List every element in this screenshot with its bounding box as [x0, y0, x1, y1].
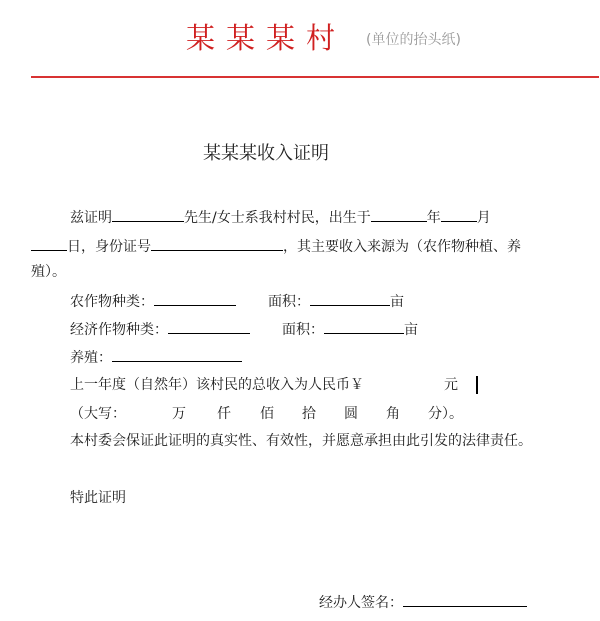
- breeding-row: [70, 345, 242, 367]
- capital-unit-qian: 仟: [217, 406, 231, 422]
- text-certify: 兹证明: [70, 210, 112, 226]
- breeding-blank: [112, 345, 242, 362]
- birth-year-blank: [371, 205, 427, 222]
- capital-unit-wan: 万: [172, 406, 186, 422]
- paragraph-line-2: [31, 234, 521, 256]
- birth-day-blank: [31, 234, 67, 251]
- letterhead-note: (单位的抬头纸): [366, 32, 461, 48]
- cash-crop-row: [70, 317, 418, 339]
- signature-blank: [403, 590, 527, 607]
- crop-area-blank: [310, 289, 390, 306]
- text-day-id: 日，身份证号: [67, 239, 151, 255]
- letterhead-divider: [31, 76, 599, 78]
- capital-unit-jiao: 角: [386, 406, 400, 422]
- signature-label: 经办人签名：: [319, 595, 403, 611]
- capital-unit-shi: 拾: [302, 406, 316, 422]
- crop-type-row: [70, 289, 404, 311]
- crop-type-label: 农作物种类：: [70, 294, 154, 310]
- income-row: [70, 374, 478, 396]
- text-year: 年: [426, 210, 441, 226]
- text-villager: 先生/女士系我村村民，出生于: [184, 210, 371, 226]
- cash-crop-blank: [168, 317, 250, 334]
- crop-area-unit: 亩: [390, 294, 404, 310]
- text-breeding-close: 殖）。: [31, 264, 66, 280]
- text-cursor: [476, 376, 478, 394]
- income-text: 上一年度（自然年）该村民的总收入为人民币￥: [70, 377, 364, 393]
- birth-month-blank: [441, 205, 477, 222]
- text-income-source: ，其主要收入来源为（农作物种植、养: [283, 239, 521, 255]
- capital-unit-yuan: 圆: [344, 406, 358, 422]
- cash-crop-label: 经济作物种类：: [70, 322, 168, 338]
- closing-text: 特此证明: [70, 490, 126, 506]
- capital-unit-fen: 分）。: [428, 406, 463, 422]
- document-title: 某某某收入证明: [203, 143, 329, 164]
- paragraph-line-3: [31, 261, 66, 283]
- crop-type-blank: [154, 289, 236, 306]
- income-unit: 元: [444, 377, 458, 393]
- cash-area-label: 面积：: [282, 322, 324, 338]
- guarantee-statement: 本村委会保证此证明的真实性、有效性，并愿意承担由此引发的法律责任。: [70, 433, 532, 449]
- crop-area-label: 面积：: [268, 294, 310, 310]
- name-blank: [112, 205, 184, 222]
- signature-row: [319, 590, 527, 612]
- capital-amount-row: [70, 403, 490, 425]
- paragraph-line-1: [70, 205, 491, 227]
- cash-area-unit: 亩: [404, 322, 418, 338]
- breeding-label: 养殖：: [70, 350, 112, 366]
- text-month: 月: [476, 210, 491, 226]
- capital-open: （大写：: [70, 406, 126, 422]
- letterhead-title: 某某某村: [186, 21, 347, 55]
- capital-unit-bai: 佰: [260, 406, 274, 422]
- id-number-blank: [151, 234, 283, 251]
- cash-area-blank: [324, 317, 404, 334]
